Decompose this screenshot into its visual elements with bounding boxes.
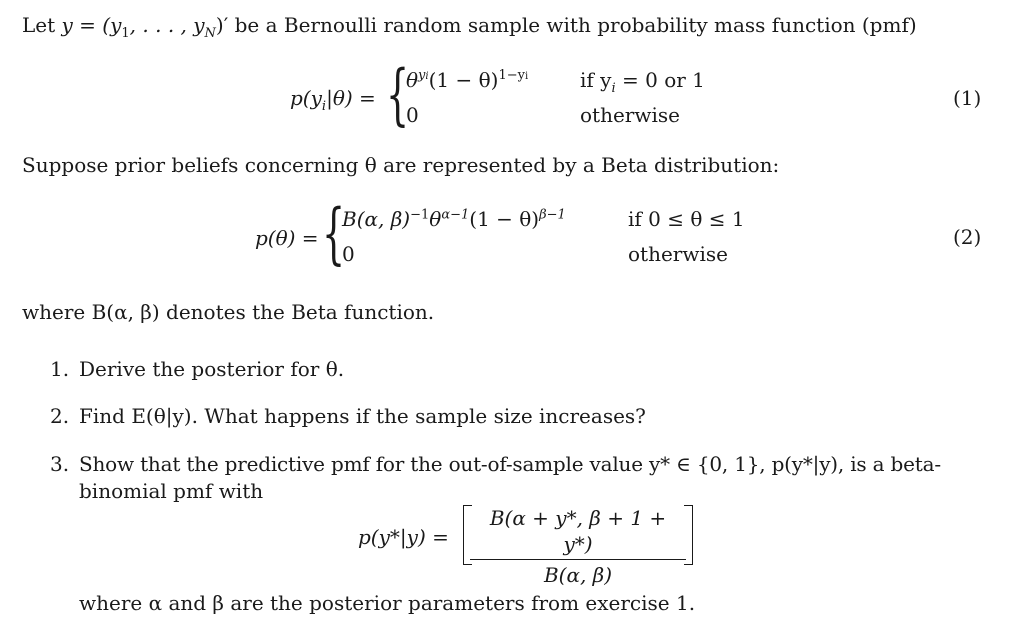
intro-text-post: be a Bernoulli random sample with probability mass function (pmf) bbox=[228, 13, 917, 37]
equation-2-case-2 bbox=[342, 242, 355, 266]
equation-1-case-1 bbox=[406, 68, 528, 92]
intro-math-y: y = (y bbox=[61, 13, 122, 37]
list-item-2-number: 2. bbox=[50, 404, 70, 428]
list-item-3-text: Show that the predictive pmf for the out-of-sample value y* ∈ {0, 1}, p(y*|y), is a beta- bbox=[79, 452, 941, 476]
eq2-case2-cond: otherwise bbox=[628, 242, 728, 266]
final-text: where α and β are the posterior parameters from exercise 1. bbox=[79, 591, 696, 615]
eq2-case1-cond: if 0 ≤ θ ≤ 1 bbox=[628, 207, 745, 231]
equation-3-right-bracket bbox=[684, 505, 693, 565]
list-item-3-number: 3. bbox=[50, 452, 70, 476]
eq2-case1-sup1: −1 bbox=[410, 207, 430, 223]
equation-2-cond-1 bbox=[628, 207, 745, 231]
eq2-lhs-text: p(θ) = bbox=[255, 226, 319, 250]
equation-2-cond-2 bbox=[628, 242, 728, 266]
eq1-case1-cond-sub: i bbox=[611, 81, 616, 96]
equation-2-brace: { bbox=[322, 195, 346, 272]
eq1-case1-sup-b-sub: i bbox=[524, 71, 529, 83]
eq3-denominator: B(α, β) bbox=[543, 563, 613, 587]
equation-2-case-1 bbox=[342, 207, 566, 231]
eq2-case1-expr: B(α, β) bbox=[342, 207, 411, 231]
eq3-numerator: B(α + y*, β + 1 + y*) bbox=[489, 506, 667, 556]
intro-text-pre: Let bbox=[22, 13, 62, 37]
equation-1-cond-1 bbox=[580, 68, 705, 96]
equation-3-lhs bbox=[358, 525, 449, 549]
list-item-3-text-cont: binomial pmf with bbox=[79, 479, 264, 503]
eq1-case1-sup-b: 1−y bbox=[498, 68, 525, 84]
intro-sub-n: N bbox=[204, 26, 216, 41]
eq2-case2-expr: 0 bbox=[342, 242, 355, 266]
equation-3-fraction bbox=[470, 505, 686, 588]
equation-2-number: (2) bbox=[953, 225, 982, 249]
equation-2-lhs bbox=[255, 226, 319, 250]
eq2-case1-rest: (1 − θ) bbox=[469, 207, 540, 231]
prior-text: Suppose prior beliefs concerning θ are represented by a Beta distribution: bbox=[22, 153, 780, 177]
eq1-lhs-text: p(y bbox=[290, 86, 322, 110]
eq1-case2-expr: 0 bbox=[406, 103, 419, 127]
eq1-case1-theta: θ bbox=[406, 68, 419, 92]
eq1-case1-cond-end: = 0 or 1 bbox=[615, 68, 705, 92]
list-item-2-text: Find E(θ|y). What happens if the sample size increases? bbox=[79, 404, 646, 428]
where-text: where B(α, β) denotes the Beta function. bbox=[22, 300, 435, 324]
intro-line: Let $y = (y_1$, . . . , $y_N)'$ be a Bernoulli random sample with probability mass function (pmf) bbox=[22, 13, 917, 41]
equation-1-lhs bbox=[290, 86, 376, 114]
fraction-bar bbox=[470, 559, 686, 560]
list-item-1-text: Derive the posterior for θ. bbox=[79, 357, 345, 381]
eq2-case1-theta: θ bbox=[429, 207, 442, 231]
eq1-lhs-sub: i bbox=[321, 99, 327, 114]
equation-1-case-2 bbox=[406, 103, 419, 127]
equation-1-cond-2 bbox=[580, 103, 680, 127]
intro-text-mid: , . . . , y bbox=[129, 13, 205, 37]
eq2-case1-sup2: α−1 bbox=[441, 207, 470, 223]
equation-1-number: (1) bbox=[953, 86, 982, 110]
eq2-case1-sup3: β−1 bbox=[539, 207, 566, 223]
eq1-lhs-end: |θ) = bbox=[326, 86, 376, 110]
equation-1-brace: { bbox=[386, 56, 410, 133]
eq1-case1-cond: if y bbox=[580, 68, 612, 92]
eq1-case1-sup-a: y bbox=[418, 68, 426, 84]
eq1-case2-cond: otherwise bbox=[580, 103, 680, 127]
eq1-case1-expr-b: (1 − θ) bbox=[428, 68, 499, 92]
eq1-case1-sup-a-sub: i bbox=[425, 71, 429, 83]
eq3-lhs-text: p(y*|y) = bbox=[358, 525, 449, 549]
list-item-1-number: 1. bbox=[50, 357, 70, 381]
intro-prime: )′ bbox=[215, 13, 229, 37]
